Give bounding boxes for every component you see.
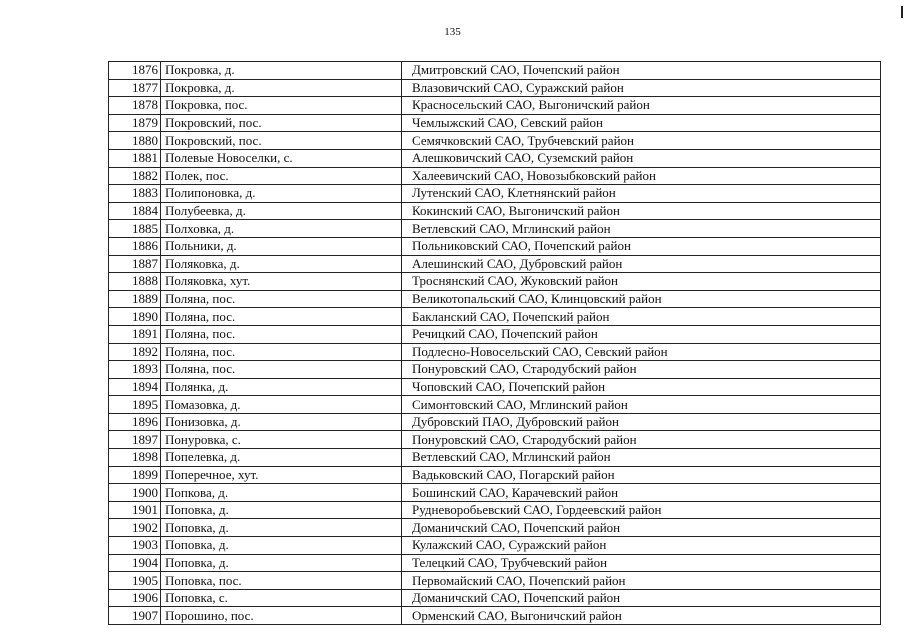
district-cell: Влазовичский САО, Суражский район: [402, 79, 881, 97]
district-cell: Бошинский САО, Карачевский район: [402, 484, 881, 502]
table-row: [109, 325, 881, 343]
district-cell: Подлесно-Новосельский САО, Севский район: [402, 343, 881, 361]
table-row: [109, 589, 881, 607]
row-number-cell: 1900: [109, 484, 161, 502]
settlement-name-cell: Поляковка, хут.: [161, 273, 402, 291]
table-row: [109, 132, 881, 150]
table-row: [109, 202, 881, 220]
table-row: [109, 220, 881, 238]
district-cell: Доманичский САО, Почепский район: [402, 589, 881, 607]
row-number-cell: 1876: [109, 62, 161, 80]
row-number-cell: 1887: [109, 255, 161, 273]
settlement-name-cell: Покровский, пос.: [161, 114, 402, 132]
settlement-name-cell: Поляна, пос.: [161, 325, 402, 343]
table-row: [109, 396, 881, 414]
district-cell: Алешинский САО, Дубровский район: [402, 255, 881, 273]
settlement-name-cell: Попкова, д.: [161, 484, 402, 502]
table-row: [109, 431, 881, 449]
settlement-name-cell: Поляна, пос.: [161, 308, 402, 326]
table-row: [109, 97, 881, 115]
table-row: [109, 290, 881, 308]
settlement-name-cell: Поповка, д.: [161, 519, 402, 537]
district-cell: Рудневоробьевский САО, Гордеевский район: [402, 501, 881, 519]
row-number-cell: 1890: [109, 308, 161, 326]
table-row: [109, 519, 881, 537]
table-row: [109, 114, 881, 132]
table-body: [109, 62, 881, 625]
row-number-cell: 1883: [109, 185, 161, 203]
settlement-name-cell: Поповка, пос.: [161, 572, 402, 590]
table-row: [109, 466, 881, 484]
district-cell: Троснянский САО, Жуковский район: [402, 273, 881, 291]
settlement-name-cell: Полховка, д.: [161, 220, 402, 238]
row-number-cell: 1893: [109, 361, 161, 379]
page-edge-mark: [901, 6, 903, 18]
table-row: [109, 149, 881, 167]
row-number-cell: 1904: [109, 554, 161, 572]
row-number-cell: 1894: [109, 378, 161, 396]
row-number-cell: 1879: [109, 114, 161, 132]
district-cell: Вадьковский САО, Погарский район: [402, 466, 881, 484]
settlement-name-cell: Поповка, д.: [161, 554, 402, 572]
row-number-cell: 1886: [109, 237, 161, 255]
settlement-name-cell: Понизовка, д.: [161, 413, 402, 431]
district-cell: Чоповский САО, Почепский район: [402, 378, 881, 396]
settlement-name-cell: Польники, д.: [161, 237, 402, 255]
row-number-cell: 1885: [109, 220, 161, 238]
settlement-name-cell: Покровка, д.: [161, 79, 402, 97]
district-cell: Ветлевский САО, Мглинский район: [402, 449, 881, 467]
row-number-cell: 1878: [109, 97, 161, 115]
table-row: [109, 343, 881, 361]
row-number-cell: 1877: [109, 79, 161, 97]
settlement-name-cell: Поповка, д.: [161, 537, 402, 555]
table-row: [109, 273, 881, 291]
district-cell: Бакланский САО, Почепский район: [402, 308, 881, 326]
table-row: [109, 378, 881, 396]
district-cell: Кокинский САО, Выгоничский район: [402, 202, 881, 220]
row-number-cell: 1898: [109, 449, 161, 467]
table-row: [109, 185, 881, 203]
settlement-table: [108, 61, 881, 625]
table-row: [109, 79, 881, 97]
district-cell: Семячковский САО, Трубчевский район: [402, 132, 881, 150]
district-cell: Кулажский САО, Суражский район: [402, 537, 881, 555]
settlement-name-cell: Полек, пос.: [161, 167, 402, 185]
district-cell: Первомайский САО, Почепский район: [402, 572, 881, 590]
table-row: [109, 62, 881, 80]
row-number-cell: 1897: [109, 431, 161, 449]
table-row: [109, 449, 881, 467]
row-number-cell: 1906: [109, 589, 161, 607]
district-cell: Дубровский ПАО, Дубровский район: [402, 413, 881, 431]
row-number-cell: 1901: [109, 501, 161, 519]
row-number-cell: 1891: [109, 325, 161, 343]
row-number-cell: 1888: [109, 273, 161, 291]
district-cell: Чемлыжский САО, Севский район: [402, 114, 881, 132]
table-row: [109, 607, 881, 625]
settlement-name-cell: Покровский, пос.: [161, 132, 402, 150]
settlement-name-cell: Поповка, д.: [161, 501, 402, 519]
district-cell: Лутенский САО, Клетнянский район: [402, 185, 881, 203]
row-number-cell: 1884: [109, 202, 161, 220]
table-row: [109, 167, 881, 185]
settlement-name-cell: Покровка, пос.: [161, 97, 402, 115]
settlement-name-cell: Покровка, д.: [161, 62, 402, 80]
table-row: [109, 255, 881, 273]
row-number-cell: 1907: [109, 607, 161, 625]
row-number-cell: 1881: [109, 149, 161, 167]
settlement-name-cell: Помазовка, д.: [161, 396, 402, 414]
row-number-cell: 1882: [109, 167, 161, 185]
row-number-cell: 1902: [109, 519, 161, 537]
row-number-cell: 1895: [109, 396, 161, 414]
settlement-name-cell: Поляковка, д.: [161, 255, 402, 273]
district-cell: Халеевичский САО, Новозыбковский район: [402, 167, 881, 185]
district-cell: Алешковичский САО, Суземский район: [402, 149, 881, 167]
settlement-name-cell: Полипоновка, д.: [161, 185, 402, 203]
district-cell: Понуровский САО, Стародубский район: [402, 361, 881, 379]
page-number: 135: [444, 26, 461, 38]
district-cell: Симонтовский САО, Мглинский район: [402, 396, 881, 414]
district-cell: Красносельский САО, Выгоничский район: [402, 97, 881, 115]
district-cell: Дмитровский САО, Почепский район: [402, 62, 881, 80]
district-cell: Доманичский САО, Почепский район: [402, 519, 881, 537]
settlement-name-cell: Поперечное, хут.: [161, 466, 402, 484]
district-cell: Понуровский САО, Стародубский район: [402, 431, 881, 449]
table-row: [109, 308, 881, 326]
settlement-name-cell: Порошино, пос.: [161, 607, 402, 625]
settlement-name-cell: Поляна, пос.: [161, 361, 402, 379]
settlement-name-cell: Поповка, с.: [161, 589, 402, 607]
table-row: [109, 361, 881, 379]
table-row: [109, 484, 881, 502]
settlement-name-cell: Понуровка, с.: [161, 431, 402, 449]
settlement-name-cell: Полянка, д.: [161, 378, 402, 396]
settlement-name-cell: Полевые Новоселки, с.: [161, 149, 402, 167]
row-number-cell: 1880: [109, 132, 161, 150]
table-row: [109, 537, 881, 555]
district-cell: Телецкий САО, Трубчевский район: [402, 554, 881, 572]
table-row: [109, 572, 881, 590]
settlement-name-cell: Попелевка, д.: [161, 449, 402, 467]
district-cell: Великотопальский САО, Клинцовский район: [402, 290, 881, 308]
table-row: [109, 237, 881, 255]
district-cell: Орменский САО, Выгоничский район: [402, 607, 881, 625]
table-row: [109, 413, 881, 431]
settlement-name-cell: Полубеевка, д.: [161, 202, 402, 220]
row-number-cell: 1903: [109, 537, 161, 555]
settlement-name-cell: Поляна, пос.: [161, 290, 402, 308]
row-number-cell: 1889: [109, 290, 161, 308]
table-row: [109, 501, 881, 519]
settlement-name-cell: Поляна, пос.: [161, 343, 402, 361]
district-cell: Польниковский САО, Почепский район: [402, 237, 881, 255]
row-number-cell: 1899: [109, 466, 161, 484]
row-number-cell: 1905: [109, 572, 161, 590]
table-row: [109, 554, 881, 572]
district-cell: Речицкий САО, Почепский район: [402, 325, 881, 343]
row-number-cell: 1896: [109, 413, 161, 431]
row-number-cell: 1892: [109, 343, 161, 361]
district-cell: Ветлевский САО, Мглинский район: [402, 220, 881, 238]
